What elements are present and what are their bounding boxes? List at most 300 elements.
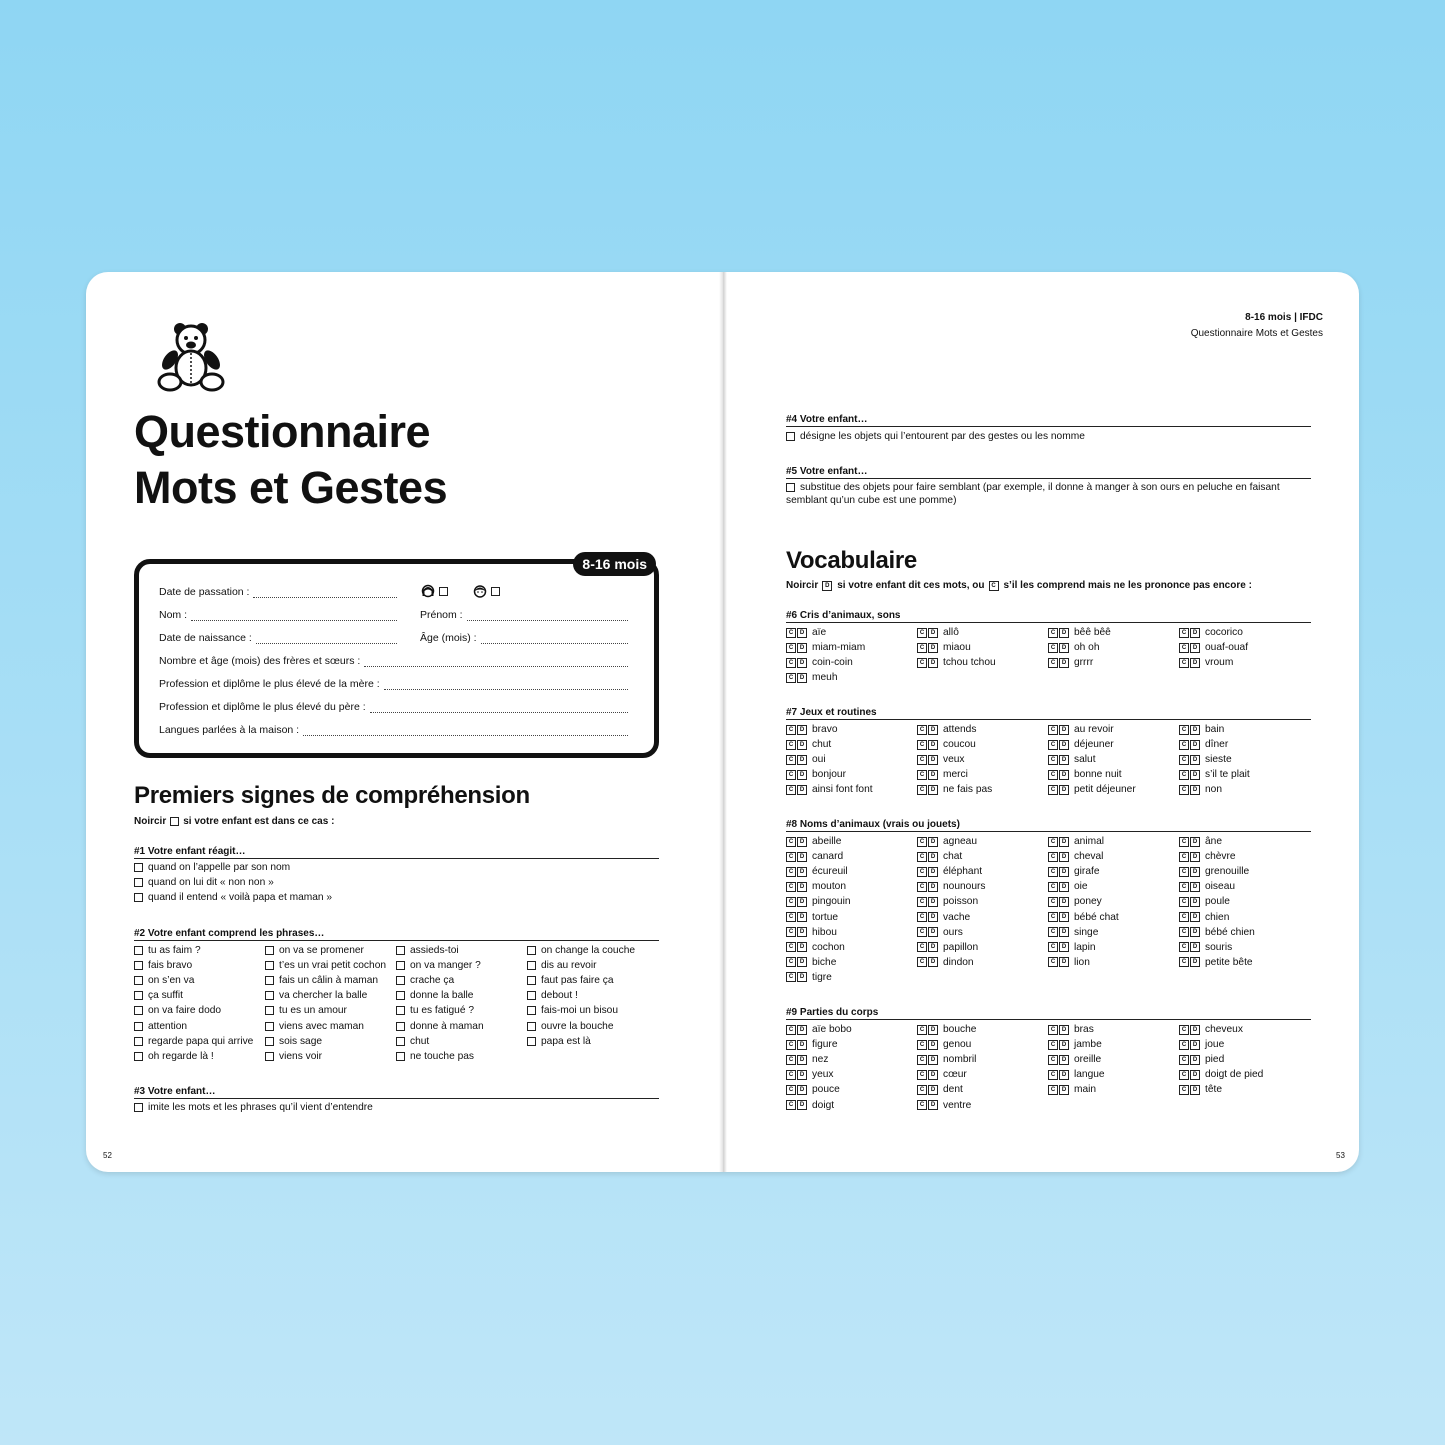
- q7-word[interactable]: [786, 784, 873, 795]
- d-checkbox[interactable]: D: [928, 927, 938, 937]
- d-checkbox[interactable]: D: [928, 1085, 938, 1095]
- q8-word[interactable]: [786, 896, 851, 907]
- checkbox[interactable]: [396, 1052, 405, 1061]
- q2-item[interactable]: [134, 1005, 221, 1016]
- c-checkbox[interactable]: C: [1048, 1040, 1058, 1050]
- c-checkbox[interactable]: C: [917, 755, 927, 765]
- c-checkbox[interactable]: C: [1048, 912, 1058, 922]
- q8-word[interactable]: [1179, 896, 1230, 907]
- d-checkbox[interactable]: D: [1059, 1055, 1069, 1065]
- q9-word[interactable]: [786, 1054, 828, 1065]
- checkbox[interactable]: [396, 976, 405, 985]
- q8-word[interactable]: [1048, 866, 1099, 877]
- q8-word[interactable]: [1179, 866, 1249, 877]
- q8-word[interactable]: [1048, 957, 1090, 968]
- d-checkbox[interactable]: D: [928, 725, 938, 735]
- d-checkbox[interactable]: D: [797, 837, 807, 847]
- q9-word[interactable]: [1048, 1054, 1101, 1065]
- q2-item[interactable]: [396, 945, 459, 956]
- checkbox[interactable]: [396, 946, 405, 955]
- cd-checkboxes[interactable]: [1179, 912, 1201, 922]
- c-checkbox[interactable]: C: [1048, 725, 1058, 735]
- q8-word[interactable]: [1048, 942, 1096, 953]
- c-checkbox[interactable]: C: [1179, 740, 1189, 750]
- cd-checkboxes[interactable]: [786, 673, 808, 683]
- d-checkbox[interactable]: D: [928, 770, 938, 780]
- q2-item[interactable]: [396, 990, 473, 1001]
- cd-checkboxes[interactable]: [1048, 1055, 1070, 1065]
- cd-checkboxes[interactable]: [1179, 725, 1201, 735]
- c-checkbox[interactable]: C: [1048, 740, 1058, 750]
- q8-word[interactable]: [917, 836, 977, 847]
- d-checkbox[interactable]: D: [1190, 740, 1200, 750]
- q8-word[interactable]: [786, 866, 848, 877]
- q7-word[interactable]: [786, 769, 846, 780]
- cd-checkboxes[interactable]: [786, 740, 808, 750]
- c-checkbox[interactable]: C: [1048, 628, 1058, 638]
- q6-word[interactable]: [1179, 657, 1233, 668]
- q2-item[interactable]: [396, 960, 481, 971]
- q7-word[interactable]: [1048, 754, 1096, 765]
- cd-checkboxes[interactable]: [917, 740, 939, 750]
- q8-word[interactable]: [917, 912, 970, 923]
- cd-checkboxes[interactable]: [917, 1055, 939, 1065]
- q8-word[interactable]: [786, 851, 843, 862]
- c-checkbox[interactable]: C: [1179, 658, 1189, 668]
- c-checkbox[interactable]: C: [786, 755, 796, 765]
- cd-checkboxes[interactable]: [1048, 1040, 1070, 1050]
- q7-word[interactable]: [917, 724, 976, 735]
- d-checkbox[interactable]: D: [1059, 725, 1069, 735]
- checkbox[interactable]: [786, 483, 795, 492]
- cd-checkboxes[interactable]: [917, 1070, 939, 1080]
- q2-item[interactable]: [396, 1005, 474, 1016]
- q8-word[interactable]: [786, 912, 838, 923]
- d-checkbox[interactable]: D: [1059, 785, 1069, 795]
- cd-checkboxes[interactable]: [1048, 770, 1070, 780]
- cd-checkboxes[interactable]: [917, 643, 939, 653]
- d-checkbox[interactable]: D: [1059, 837, 1069, 847]
- c-checkbox[interactable]: C: [1179, 927, 1189, 937]
- q6-word[interactable]: [917, 657, 996, 668]
- q6-word[interactable]: [1048, 642, 1100, 653]
- d-checkbox[interactable]: D: [928, 1025, 938, 1035]
- q8-word[interactable]: [786, 972, 832, 983]
- d-checkbox[interactable]: D: [797, 673, 807, 683]
- cd-checkboxes[interactable]: [1048, 658, 1070, 668]
- d-checkbox[interactable]: D: [797, 1040, 807, 1050]
- c-checkbox[interactable]: C: [786, 658, 796, 668]
- girl-checkbox[interactable]: [439, 587, 448, 596]
- cd-checkboxes[interactable]: [786, 658, 808, 668]
- q1-item[interactable]: [134, 862, 290, 873]
- c-checkbox[interactable]: C: [1048, 942, 1058, 952]
- d-checkbox[interactable]: D: [928, 1070, 938, 1080]
- c-checkbox[interactable]: C: [1048, 837, 1058, 847]
- cd-checkboxes[interactable]: [1048, 725, 1070, 735]
- c-checkbox[interactable]: C: [786, 740, 796, 750]
- c-checkbox[interactable]: C: [1048, 1085, 1058, 1095]
- c-checkbox[interactable]: C: [1179, 912, 1189, 922]
- cd-checkboxes[interactable]: [1179, 1040, 1201, 1050]
- d-checkbox[interactable]: D: [928, 740, 938, 750]
- d-checkbox[interactable]: D: [797, 1100, 807, 1110]
- cd-checkboxes[interactable]: [1179, 837, 1201, 847]
- c-checkbox[interactable]: C: [786, 897, 796, 907]
- c-checkbox[interactable]: C: [1048, 882, 1058, 892]
- q6-word[interactable]: [1179, 642, 1248, 653]
- cd-checkboxes[interactable]: [1179, 957, 1201, 967]
- cd-checkboxes[interactable]: [1179, 1025, 1201, 1035]
- q9-word[interactable]: [917, 1039, 971, 1050]
- c-checkbox[interactable]: C: [1179, 852, 1189, 862]
- q8-word[interactable]: [1048, 881, 1088, 892]
- q5-item[interactable]: [786, 482, 1280, 493]
- d-checkbox[interactable]: D: [1059, 852, 1069, 862]
- cd-checkboxes[interactable]: [1048, 942, 1070, 952]
- q7-word[interactable]: [1048, 739, 1114, 750]
- q7-word[interactable]: [1048, 769, 1122, 780]
- d-checkbox[interactable]: D: [1190, 852, 1200, 862]
- c-checkbox[interactable]: C: [1179, 1055, 1189, 1065]
- cd-checkboxes[interactable]: [786, 1085, 808, 1095]
- c-checkbox[interactable]: C: [786, 1085, 796, 1095]
- q8-word[interactable]: [1179, 881, 1235, 892]
- d-checkbox[interactable]: D: [797, 867, 807, 877]
- c-checkbox[interactable]: C: [786, 1100, 796, 1110]
- cd-checkboxes[interactable]: [1179, 770, 1201, 780]
- d-checkbox[interactable]: D: [1190, 837, 1200, 847]
- q2-item[interactable]: [396, 1051, 474, 1062]
- checkbox[interactable]: [527, 1022, 536, 1031]
- d-checkbox[interactable]: D: [928, 785, 938, 795]
- d-checkbox[interactable]: D: [797, 770, 807, 780]
- d-checkbox[interactable]: D: [928, 1055, 938, 1065]
- q6-word[interactable]: [1048, 657, 1093, 668]
- c-checkbox[interactable]: C: [786, 770, 796, 780]
- checkbox[interactable]: [527, 946, 536, 955]
- d-checkbox[interactable]: D: [797, 1085, 807, 1095]
- q9-word[interactable]: [917, 1069, 967, 1080]
- cd-checkboxes[interactable]: [1179, 1055, 1201, 1065]
- checkbox[interactable]: [527, 1037, 536, 1046]
- q2-item[interactable]: [265, 975, 378, 986]
- q9-word[interactable]: [1048, 1084, 1096, 1095]
- c-checkbox[interactable]: C: [917, 643, 927, 653]
- checkbox[interactable]: [265, 976, 274, 985]
- q9-word[interactable]: [786, 1084, 840, 1095]
- cd-checkboxes[interactable]: [786, 1055, 808, 1065]
- d-checkbox[interactable]: D: [797, 658, 807, 668]
- q9-word[interactable]: [917, 1084, 963, 1095]
- cd-checkboxes[interactable]: [786, 770, 808, 780]
- checkbox[interactable]: [265, 1006, 274, 1015]
- checkbox[interactable]: [396, 961, 405, 970]
- cd-checkboxes[interactable]: [917, 658, 939, 668]
- cd-checkboxes[interactable]: [1179, 628, 1201, 638]
- cd-checkboxes[interactable]: [786, 972, 808, 982]
- c-checkbox[interactable]: C: [917, 897, 927, 907]
- q2-item[interactable]: [134, 1051, 214, 1062]
- q8-word[interactable]: [786, 927, 837, 938]
- d-checkbox[interactable]: D: [797, 643, 807, 653]
- checkbox[interactable]: [134, 976, 143, 985]
- q9-word[interactable]: [786, 1069, 834, 1080]
- q9-word[interactable]: [786, 1100, 834, 1111]
- q9-word[interactable]: [917, 1024, 976, 1035]
- d-checkbox[interactable]: D: [1190, 1070, 1200, 1080]
- q8-word[interactable]: [1179, 851, 1236, 862]
- cd-checkboxes[interactable]: [1179, 852, 1201, 862]
- q7-word[interactable]: [1048, 784, 1136, 795]
- c-checkbox[interactable]: C: [1179, 755, 1189, 765]
- q2-item[interactable]: [265, 945, 364, 956]
- cd-checkboxes[interactable]: [786, 785, 808, 795]
- cd-checkboxes[interactable]: [1179, 643, 1201, 653]
- cd-checkboxes[interactable]: [1048, 912, 1070, 922]
- c-checkbox[interactable]: C: [1179, 785, 1189, 795]
- c-checkbox[interactable]: C: [917, 628, 927, 638]
- c-checkbox[interactable]: C: [1179, 957, 1189, 967]
- age-field[interactable]: [420, 632, 628, 644]
- d-checkbox[interactable]: D: [797, 882, 807, 892]
- cd-checkboxes[interactable]: [786, 852, 808, 862]
- d-checkbox[interactable]: D: [797, 1055, 807, 1065]
- q9-word[interactable]: [1179, 1054, 1224, 1065]
- q7-word[interactable]: [1179, 769, 1250, 780]
- q9-word[interactable]: [786, 1039, 837, 1050]
- checkbox[interactable]: [134, 991, 143, 1000]
- cd-checkboxes[interactable]: [786, 957, 808, 967]
- c-checkbox[interactable]: C: [786, 957, 796, 967]
- d-checkbox[interactable]: D: [1190, 942, 1200, 952]
- cd-checkboxes[interactable]: [1048, 1025, 1070, 1035]
- q6-word[interactable]: [786, 672, 837, 683]
- q6-word[interactable]: [786, 657, 853, 668]
- c-checkbox[interactable]: C: [1048, 957, 1058, 967]
- c-checkbox[interactable]: C: [786, 882, 796, 892]
- cd-checkboxes[interactable]: [1179, 785, 1201, 795]
- checkbox[interactable]: [265, 991, 274, 1000]
- q2-item[interactable]: [527, 990, 578, 1001]
- d-checkbox[interactable]: D: [1059, 897, 1069, 907]
- checkbox[interactable]: [265, 1037, 274, 1046]
- cd-checkboxes[interactable]: [786, 755, 808, 765]
- cd-checkboxes[interactable]: [786, 867, 808, 877]
- c-checkbox[interactable]: C: [1179, 1025, 1189, 1035]
- cd-checkboxes[interactable]: [1048, 785, 1070, 795]
- c-checkbox[interactable]: C: [917, 942, 927, 952]
- q9-word[interactable]: [1048, 1024, 1094, 1035]
- d-checkbox[interactable]: D: [1059, 770, 1069, 780]
- d-checkbox[interactable]: D: [797, 1070, 807, 1080]
- cd-checkboxes[interactable]: [786, 882, 808, 892]
- cd-checkboxes[interactable]: [786, 897, 808, 907]
- c-checkbox[interactable]: C: [917, 867, 927, 877]
- c-checkbox[interactable]: C: [917, 912, 927, 922]
- d-checkbox[interactable]: D: [928, 867, 938, 877]
- prenom-field[interactable]: [420, 609, 628, 621]
- d-checkbox[interactable]: D: [1190, 927, 1200, 937]
- d-checkbox[interactable]: D: [928, 897, 938, 907]
- c-checkbox[interactable]: C: [786, 927, 796, 937]
- q3-item[interactable]: [134, 1102, 373, 1113]
- c-checkbox[interactable]: C: [917, 1055, 927, 1065]
- q2-item[interactable]: [527, 1036, 591, 1047]
- cd-checkboxes[interactable]: [1179, 1085, 1201, 1095]
- d-checkbox[interactable]: D: [1190, 755, 1200, 765]
- d-checkbox[interactable]: D: [1059, 942, 1069, 952]
- c-checkbox[interactable]: C: [786, 852, 796, 862]
- d-checkbox[interactable]: D: [797, 1025, 807, 1035]
- c-checkbox[interactable]: C: [1048, 1070, 1058, 1080]
- q8-word[interactable]: [917, 881, 985, 892]
- q9-word[interactable]: [1179, 1069, 1263, 1080]
- q9-word[interactable]: [1179, 1039, 1224, 1050]
- checkbox[interactable]: [134, 878, 143, 887]
- d-checkbox[interactable]: D: [1059, 957, 1069, 967]
- c-checkbox[interactable]: C: [786, 1025, 796, 1035]
- d-checkbox[interactable]: D: [1190, 785, 1200, 795]
- q1-item[interactable]: [134, 877, 274, 888]
- c-checkbox[interactable]: C: [786, 725, 796, 735]
- checkbox[interactable]: [786, 432, 795, 441]
- c-checkbox[interactable]: C: [917, 740, 927, 750]
- c-checkbox[interactable]: C: [786, 673, 796, 683]
- cd-checkboxes[interactable]: [1048, 837, 1070, 847]
- d-checkbox[interactable]: D: [1059, 927, 1069, 937]
- q8-word[interactable]: [1048, 896, 1102, 907]
- c-checkbox[interactable]: C: [1179, 897, 1189, 907]
- cd-checkboxes[interactable]: [786, 1100, 808, 1110]
- q2-item[interactable]: [527, 1005, 618, 1016]
- cd-checkboxes[interactable]: [786, 643, 808, 653]
- cd-checkboxes[interactable]: [1179, 755, 1201, 765]
- q8-word[interactable]: [917, 851, 962, 862]
- c-checkbox[interactable]: C: [786, 942, 796, 952]
- cd-checkboxes[interactable]: [786, 942, 808, 952]
- langues-field[interactable]: [159, 724, 628, 736]
- q2-item[interactable]: [527, 960, 597, 971]
- d-checkbox[interactable]: D: [1190, 897, 1200, 907]
- q2-item[interactable]: [265, 960, 386, 971]
- c-checkbox[interactable]: C: [1179, 725, 1189, 735]
- q2-item[interactable]: [265, 990, 367, 1001]
- cd-checkboxes[interactable]: [917, 837, 939, 847]
- cd-checkboxes[interactable]: [917, 942, 939, 952]
- pere-field[interactable]: [159, 701, 628, 713]
- cd-checkboxes[interactable]: [786, 1040, 808, 1050]
- q8-word[interactable]: [917, 942, 978, 953]
- d-checkbox[interactable]: D: [1059, 912, 1069, 922]
- c-checkbox[interactable]: C: [917, 1040, 927, 1050]
- mere-field[interactable]: [159, 678, 628, 690]
- d-checkbox[interactable]: D: [797, 740, 807, 750]
- c-checkbox[interactable]: C: [1179, 770, 1189, 780]
- checkbox[interactable]: [134, 1052, 143, 1061]
- d-checkbox[interactable]: D: [1190, 643, 1200, 653]
- q8-word[interactable]: [786, 836, 841, 847]
- d-checkbox[interactable]: D: [928, 957, 938, 967]
- q2-item[interactable]: [265, 1036, 322, 1047]
- q2-item[interactable]: [265, 1021, 364, 1032]
- d-checkbox[interactable]: D: [928, 658, 938, 668]
- cd-checkboxes[interactable]: [1048, 740, 1070, 750]
- d-checkbox[interactable]: D: [797, 972, 807, 982]
- c-checkbox[interactable]: C: [786, 912, 796, 922]
- c-checkbox[interactable]: C: [786, 972, 796, 982]
- c-checkbox[interactable]: C: [1179, 1070, 1189, 1080]
- c-checkbox[interactable]: C: [786, 785, 796, 795]
- c-checkbox[interactable]: C: [917, 852, 927, 862]
- c-checkbox[interactable]: C: [917, 957, 927, 967]
- cd-checkboxes[interactable]: [1048, 897, 1070, 907]
- d-checkbox[interactable]: D: [797, 628, 807, 638]
- q1-item[interactable]: [134, 892, 332, 903]
- q9-word[interactable]: [786, 1024, 852, 1035]
- d-checkbox[interactable]: D: [1059, 643, 1069, 653]
- d-checkbox[interactable]: D: [1059, 658, 1069, 668]
- checkbox[interactable]: [396, 1037, 405, 1046]
- q2-item[interactable]: [134, 975, 194, 986]
- cd-checkboxes[interactable]: [1179, 740, 1201, 750]
- cd-checkboxes[interactable]: [1179, 927, 1201, 937]
- cd-checkboxes[interactable]: [1048, 628, 1070, 638]
- cd-checkboxes[interactable]: [1048, 957, 1070, 967]
- q7-word[interactable]: [1179, 784, 1222, 795]
- checkbox[interactable]: [527, 961, 536, 970]
- d-checkbox[interactable]: D: [1190, 882, 1200, 892]
- cd-checkboxes[interactable]: [1048, 643, 1070, 653]
- c-checkbox[interactable]: C: [786, 837, 796, 847]
- q2-item[interactable]: [134, 945, 201, 956]
- q8-word[interactable]: [786, 881, 846, 892]
- q2-item[interactable]: [527, 945, 635, 956]
- q8-word[interactable]: [1048, 836, 1104, 847]
- cd-checkboxes[interactable]: [1179, 867, 1201, 877]
- q7-word[interactable]: [786, 754, 826, 765]
- cd-checkboxes[interactable]: [1048, 927, 1070, 937]
- q6-word[interactable]: [786, 627, 826, 638]
- c-checkbox[interactable]: C: [1179, 867, 1189, 877]
- q9-word[interactable]: [917, 1054, 976, 1065]
- q8-word[interactable]: [917, 896, 978, 907]
- d-checkbox[interactable]: D: [1059, 1070, 1069, 1080]
- d-checkbox[interactable]: D: [797, 912, 807, 922]
- c-checkbox[interactable]: C: [1048, 643, 1058, 653]
- date-naissance-field[interactable]: [159, 632, 397, 644]
- q4-item[interactable]: [786, 431, 1085, 442]
- cd-checkboxes[interactable]: [917, 628, 939, 638]
- cd-checkboxes[interactable]: [786, 837, 808, 847]
- freres-field[interactable]: [159, 655, 628, 667]
- q7-word[interactable]: [917, 754, 965, 765]
- cd-checkboxes[interactable]: [917, 1100, 939, 1110]
- checkbox[interactable]: [265, 1022, 274, 1031]
- q6-word[interactable]: [917, 627, 959, 638]
- c-checkbox[interactable]: C: [1179, 942, 1189, 952]
- checkbox[interactable]: [265, 1052, 274, 1061]
- d-checkbox[interactable]: D: [928, 852, 938, 862]
- c-checkbox[interactable]: C: [1048, 927, 1058, 937]
- d-checkbox[interactable]: D: [1190, 957, 1200, 967]
- c-checkbox[interactable]: C: [917, 927, 927, 937]
- d-checkbox[interactable]: D: [928, 643, 938, 653]
- d-checkbox[interactable]: D: [1059, 1040, 1069, 1050]
- d-checkbox[interactable]: D: [1059, 882, 1069, 892]
- q2-item[interactable]: [265, 1051, 322, 1062]
- checkbox[interactable]: [396, 1006, 405, 1015]
